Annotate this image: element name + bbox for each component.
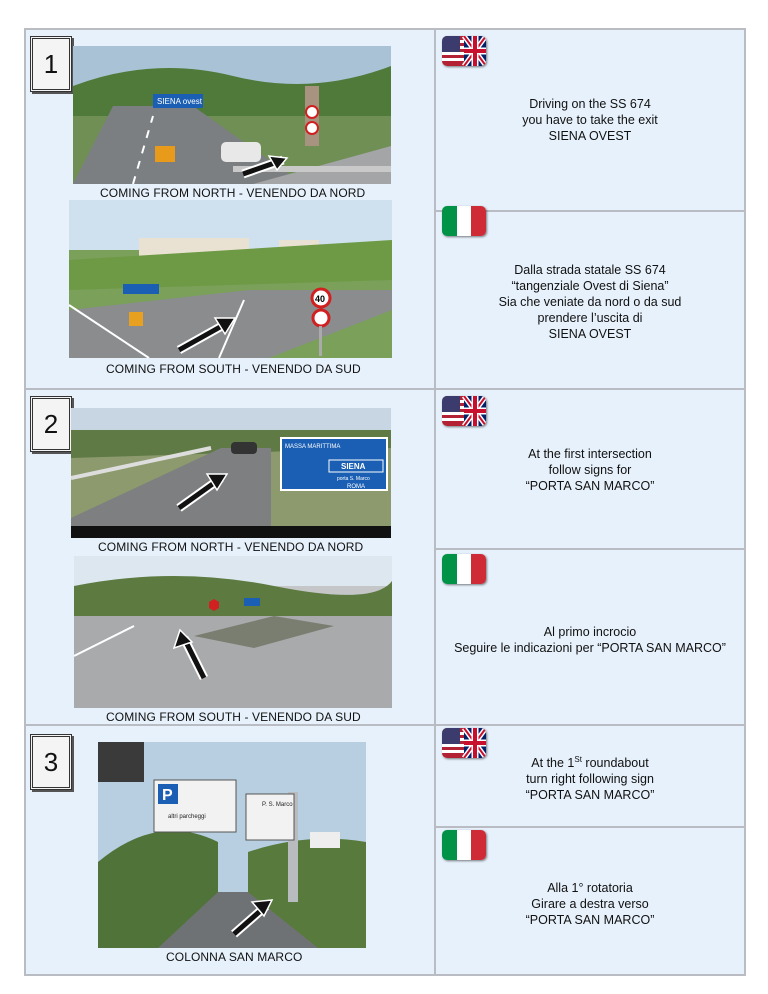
italian-instructions-3: [436, 880, 744, 928]
photo-intersection-north: [71, 408, 391, 538]
speed-sign-40: 40: [315, 294, 326, 304]
text-line: “PORTA SAN MARCO”: [525, 788, 655, 803]
italy-flag-icon: [442, 206, 486, 236]
photo-from-south: [69, 200, 392, 358]
roma-sign: ROMA: [347, 484, 365, 490]
siena-sign: SIENA: [341, 462, 366, 471]
text-line: Seguire le indicazioni per “PORTA SAN MARCO”: [454, 641, 726, 655]
text-line: At the first intersection: [528, 447, 652, 461]
caption-from-south: COMING FROM SOUTH - VENENDO DA SUD: [106, 362, 361, 376]
text-line: “tangenziale Ovest di Siena”: [511, 279, 669, 293]
section-3: [26, 726, 744, 974]
text-line: “PORTA SAN MARCO”: [525, 479, 655, 493]
italian-instructions-1: [436, 262, 744, 342]
section-3-photos: [26, 726, 436, 974]
text-line: Dalla strada statale SS 674: [514, 263, 666, 277]
section-2-photos: [26, 390, 436, 724]
massa-sign: MASSA MARITTIMA: [285, 444, 341, 450]
section-3-english: [436, 726, 744, 826]
text-line: Sia che veniate da nord o da sud: [498, 295, 682, 309]
step-number-2: 2: [30, 396, 72, 452]
step-number-1: 1: [30, 36, 72, 92]
italy-flag-icon: [442, 554, 486, 584]
photo-colonna-san-marco: [98, 742, 366, 948]
text-line: Driving on the SS 674: [529, 97, 651, 111]
siena-ovest-sign: SIENA ovest: [157, 97, 202, 106]
section-1: [26, 30, 744, 390]
section-2-text: [436, 390, 744, 724]
text-fragment: At the 1: [531, 756, 575, 771]
text-line: Alla 1° rotatoria: [547, 881, 633, 895]
text-line: prendere l’uscita di: [537, 311, 643, 325]
caption-intersection-north: COMING FROM NORTH - VENENDO DA NORD: [98, 540, 364, 554]
english-instructions-2: [436, 446, 744, 494]
section-1-italian: [436, 210, 744, 388]
text-line: SIENA OVEST: [548, 129, 632, 143]
altri-parcheggi-sign: altri parcheggi: [168, 814, 206, 820]
caption-intersection-south: COMING FROM SOUTH - VENENDO DA SUD: [106, 710, 361, 724]
caption-colonna-san-marco: COLONNA SAN MARCO: [166, 950, 303, 964]
ordinal-suffix: St: [574, 755, 582, 764]
text-line: Girare a destra verso: [531, 897, 649, 911]
text-line: SIENA OVEST: [548, 327, 632, 341]
text-line: [436, 752, 744, 771]
text-fragment: roundabout: [581, 756, 649, 771]
english-instructions-3: [436, 752, 744, 803]
section-1-photos: [26, 30, 436, 388]
porta-sign: porta S. Marco: [337, 476, 370, 482]
section-2: [26, 390, 744, 726]
section-1-text: [436, 30, 744, 388]
text-line: you have to take the exit: [522, 113, 658, 127]
text-line: “PORTA SAN MARCO”: [525, 913, 655, 927]
porta-san-marco-sign: P. S. Marco: [262, 802, 293, 808]
section-1-english: [436, 30, 744, 210]
text-line: Al primo incrocio: [543, 625, 637, 639]
italian-instructions-2: [436, 624, 744, 656]
uk-us-flag-icon: [442, 396, 486, 426]
step-number-3: 3: [30, 734, 72, 790]
italy-flag-icon: [442, 830, 486, 860]
photo-from-north: [73, 46, 391, 184]
uk-us-flag-icon: [442, 36, 486, 66]
parking-sign-letter: P: [162, 787, 173, 804]
caption-from-north: COMING FROM NORTH - VENENDO DA NORD: [100, 186, 366, 200]
section-3-text: [436, 726, 744, 974]
text-line: turn right following sign: [526, 772, 654, 787]
section-2-english: [436, 390, 744, 548]
directions-document: [24, 28, 746, 976]
section-3-italian: [436, 826, 744, 972]
photo-intersection-south: [74, 556, 392, 708]
english-instructions-1: [436, 96, 744, 144]
text-line: follow signs for: [548, 463, 632, 477]
section-2-italian: [436, 548, 744, 724]
